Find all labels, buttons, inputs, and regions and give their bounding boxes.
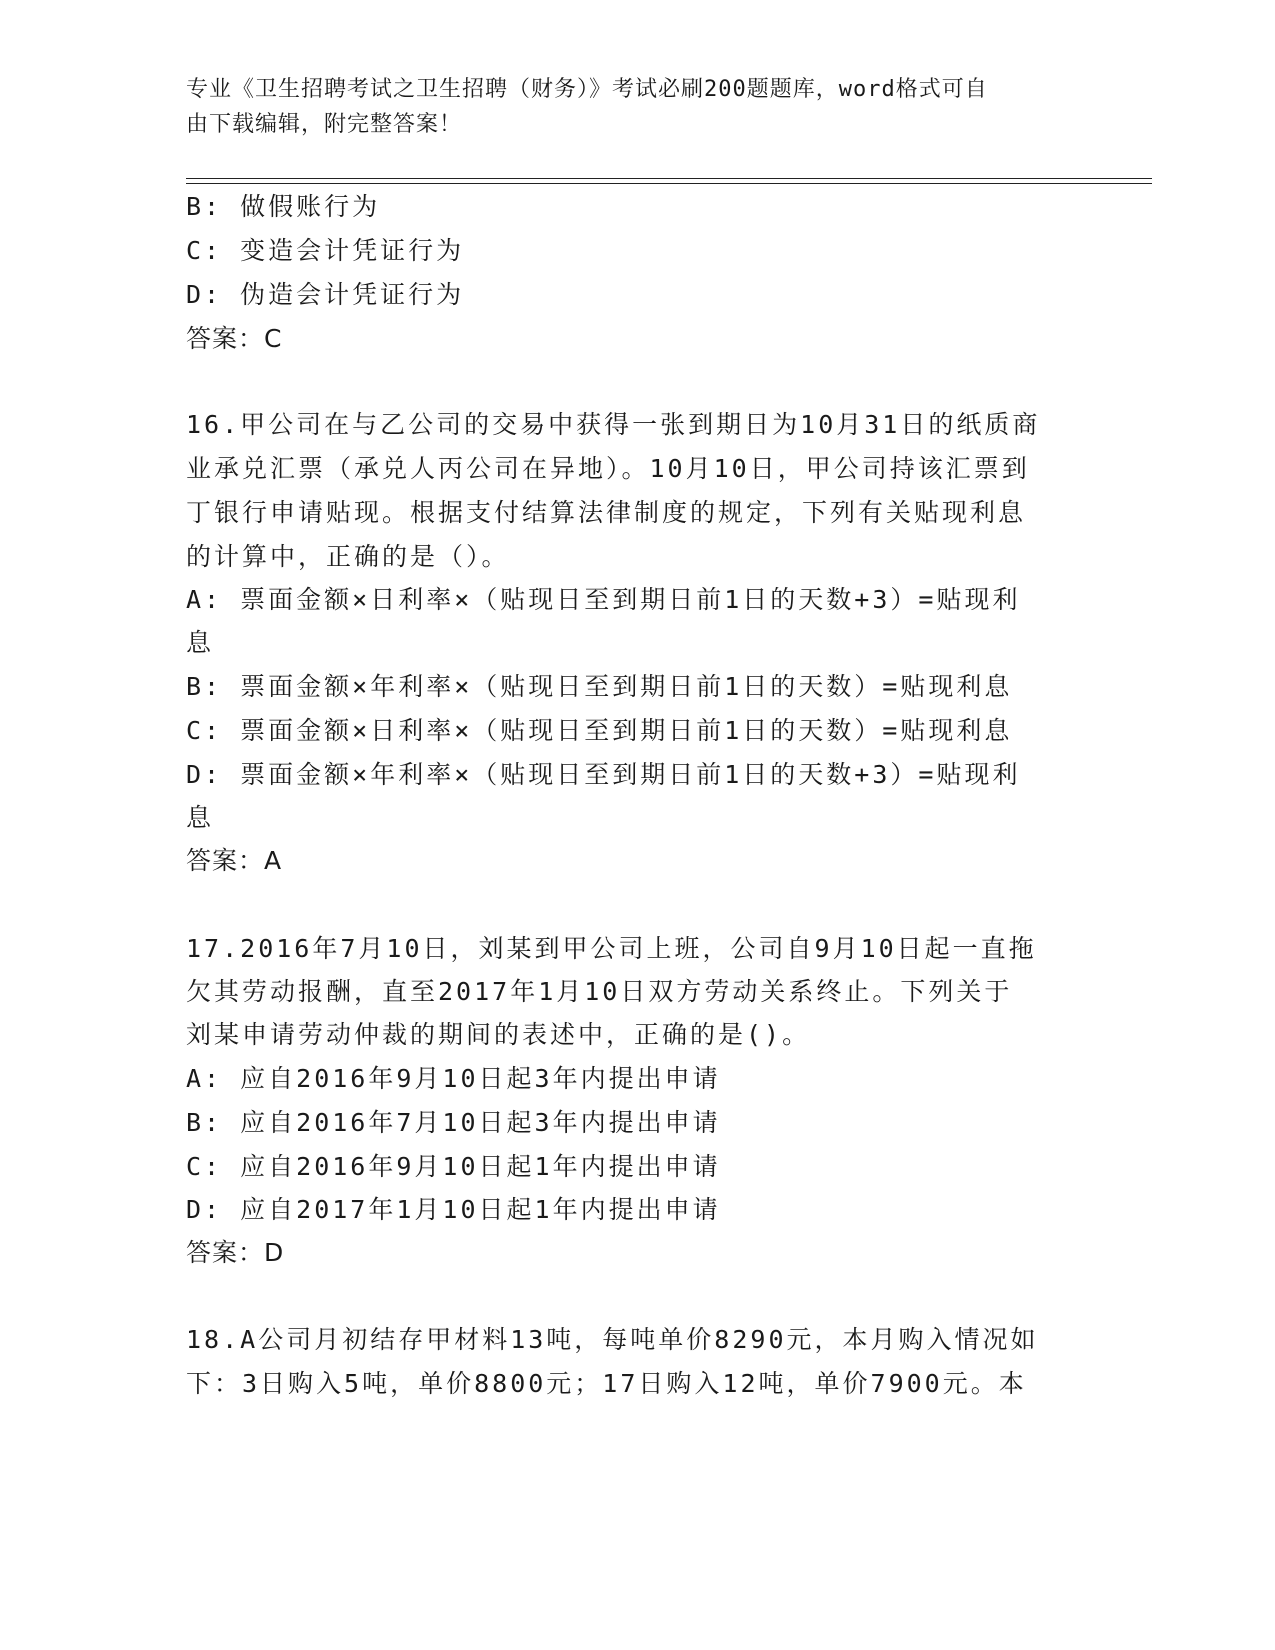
header-divider-top <box>186 178 1152 179</box>
q18-stem-line-1: 18.A公司月初结存甲材料13吨，每吨单价8290元，本月购入情况如 <box>186 1325 1039 1354</box>
q16-option-d-line-1: D: 票面金额×年利率×（贴现日至到期日前1日的天数+3）=贴现利 <box>186 760 1021 789</box>
q15-option-c: C: 变造会计凭证行为 <box>186 236 465 265</box>
q17-stem-line-1: 17.2016年7月10日，刘某到甲公司上班，公司自9月10日起一直拖 <box>186 934 1037 963</box>
q16-option-c: C: 票面金额×日利率×（贴现日至到期日前1日的天数）=贴现利息 <box>186 716 1013 745</box>
header-line-1: 专业《卫生招聘考试之卫生招聘（财务）》考试必刷200题题库，word格式可自 <box>186 77 988 102</box>
q17-stem-line-2: 欠其劳动报酬，直至2017年1月10日双方劳动关系终止。下列关于 <box>186 977 1013 1006</box>
q17-option-a: A: 应自2016年9月10日起3年内提出申请 <box>186 1064 721 1093</box>
q16-option-d-line-2: 息 <box>186 803 215 832</box>
q17-option-b: B: 应自2016年7月10日起3年内提出申请 <box>186 1108 721 1137</box>
q16-answer: 答案：A <box>186 846 283 875</box>
q17-stem-line-3: 刘某申请劳动仲裁的期间的表述中，正确的是()。 <box>186 1020 811 1049</box>
q17-answer: 答案：D <box>186 1238 285 1267</box>
q18-stem-line-2: 下：3日购入5吨，单价8800元；17日购入12吨，单价7900元。本 <box>186 1369 1027 1398</box>
q16-option-a-line-2: 息 <box>186 628 215 657</box>
q16-stem-line-3: 丁银行申请贴现。根据支付结算法律制度的规定，下列有关贴现利息 <box>186 498 1027 527</box>
q16-option-a-line-1: A: 票面金额×日利率×（贴现日至到期日前1日的天数+3）=贴现利 <box>186 585 1021 614</box>
q15-option-d: D: 伪造会计凭证行为 <box>186 280 465 309</box>
q16-option-b: B: 票面金额×年利率×（贴现日至到期日前1日的天数）=贴现利息 <box>186 672 1013 701</box>
q17-option-c: C: 应自2016年9月10日起1年内提出申请 <box>186 1152 721 1181</box>
q15-answer: 答案：C <box>186 324 283 353</box>
page-header <box>186 72 1066 142</box>
q17-option-d: D: 应自2017年1月10日起1年内提出申请 <box>186 1195 721 1224</box>
q16-stem-line-1: 16.甲公司在与乙公司的交易中获得一张到期日为10月31日的纸质商 <box>186 410 1041 439</box>
header-line-2: 由下载编辑，附完整答案！ <box>186 112 463 137</box>
q15-option-b: B: 做假账行为 <box>186 192 381 221</box>
q16-stem-line-2: 业承兑汇票（承兑人丙公司在异地）。10月10日，甲公司持该汇票到 <box>186 454 1030 483</box>
header-divider-bottom <box>186 183 1152 184</box>
q16-stem-line-4: 的计算中，正确的是（）。 <box>186 542 510 571</box>
